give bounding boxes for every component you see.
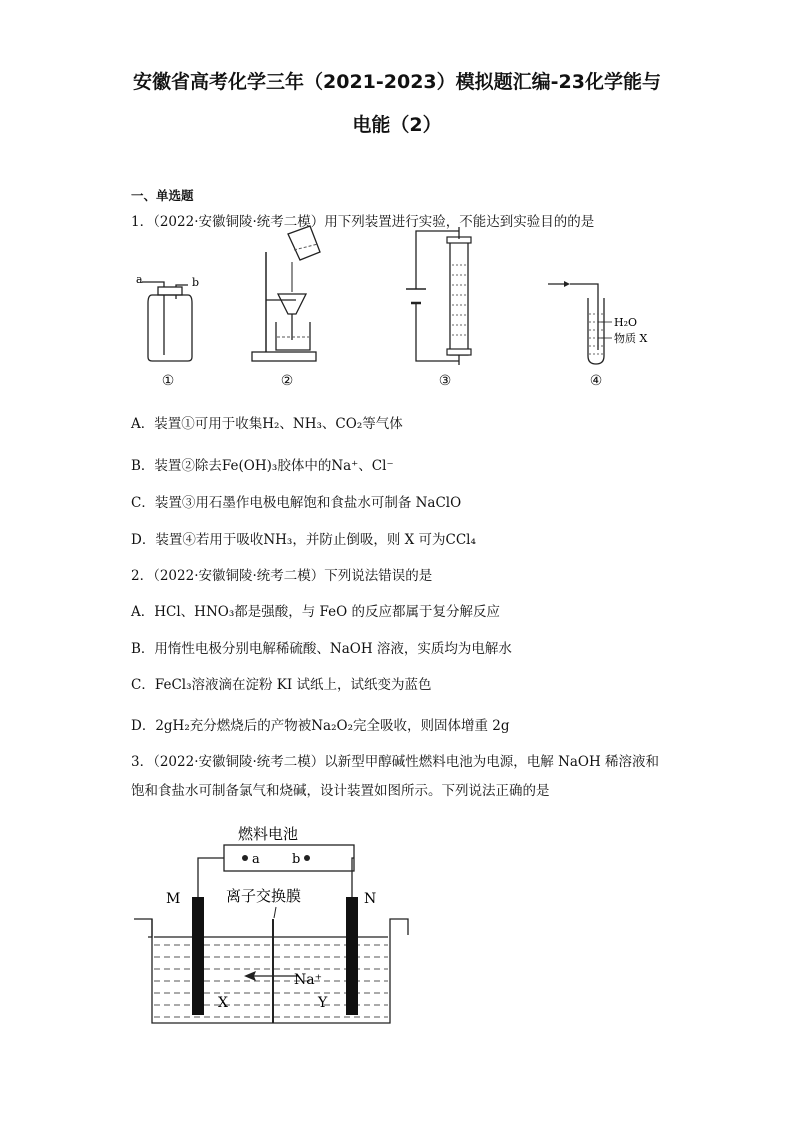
gas-bottle-diagram — [130, 265, 200, 365]
q1-option-b: B．装置②除去Fe(OH)₃胶体中的Na⁺、Cl⁻ — [131, 458, 394, 474]
doc-title-line2: 电能（2） — [352, 114, 442, 136]
solution-x-label: X — [218, 995, 228, 1011]
q3-stem-line1: 3．（2022·安徽铜陵·统考二模）以新型甲醇碱性燃料电池为电源，电解 NaOH 稀溶液和 — [131, 754, 660, 770]
solution-y-label: Y — [318, 995, 328, 1011]
fig1-caption: ① — [161, 373, 175, 389]
battery-label: 燃料电池 — [238, 825, 299, 843]
q3-stem-line2: 饱和食盐水可制备氯气和烧碱，设计装置如图所示。下列说法正确的是 — [131, 783, 550, 799]
fig4-caption: ④ — [589, 373, 603, 389]
electrolysis-tube-diagram — [402, 225, 482, 367]
membrane-label: 离子交换膜 — [226, 887, 302, 905]
q2-option-d: D．2gH₂充分燃烧后的产物被Na₂O₂完全吸收，则固体增重 2g — [131, 718, 510, 734]
fig3-caption: ③ — [438, 373, 452, 389]
terminal-b-label: b — [292, 852, 301, 867]
q2-option-c: C．FeCl₃溶液滴在淀粉 KI 试纸上，试纸变为蓝色 — [131, 677, 432, 693]
absorption-tube-diagram — [540, 270, 670, 365]
q1-option-d: D．装置④若用于吸收NH₃，并防止倒吸，则 X 可为CCl₄ — [131, 532, 476, 548]
electrode-m-label: M — [166, 891, 181, 907]
sodium-ion-label: Na⁺ — [294, 972, 322, 988]
electrolysis-cell-diagram — [130, 815, 420, 1030]
fig1-label-b: b — [192, 276, 200, 289]
filtration-diagram — [248, 222, 328, 364]
q1-option-a: A．装置①可用于收集H₂、NH₃、CO₂等气体 — [131, 416, 403, 432]
section-heading: 一、单选题 — [131, 188, 194, 203]
q2-option-a: A．HCl、HNO₃都是强酸，与 FeO 的反应都属于复分解反应 — [131, 604, 501, 620]
q1-stem: 1．（2022·安徽铜陵·统考二模）用下列装置进行实验，不能达到实验目的的是 — [131, 214, 595, 230]
electrode-n-label: N — [364, 891, 377, 907]
doc-title-line1: 安徽省高考化学三年（2021-2023）模拟题汇编-23化学能与 — [133, 71, 661, 93]
fig1-label-a: a — [136, 273, 143, 286]
terminal-a-label: a — [252, 852, 260, 867]
q2-stem: 2．（2022·安徽铜陵·统考二模）下列说法错误的是 — [131, 568, 433, 584]
fig4-label-water: H₂O — [614, 316, 638, 329]
q2-option-b: B．用惰性电极分别电解稀硫酸、NaOH 溶液，实质均为电解水 — [131, 641, 512, 657]
fig4-label-x: 物质 X — [614, 332, 648, 345]
fig2-caption: ② — [280, 373, 294, 389]
q1-option-c: C．装置③用石墨作电极电解饱和食盐水可制备 NaClO — [131, 495, 462, 511]
